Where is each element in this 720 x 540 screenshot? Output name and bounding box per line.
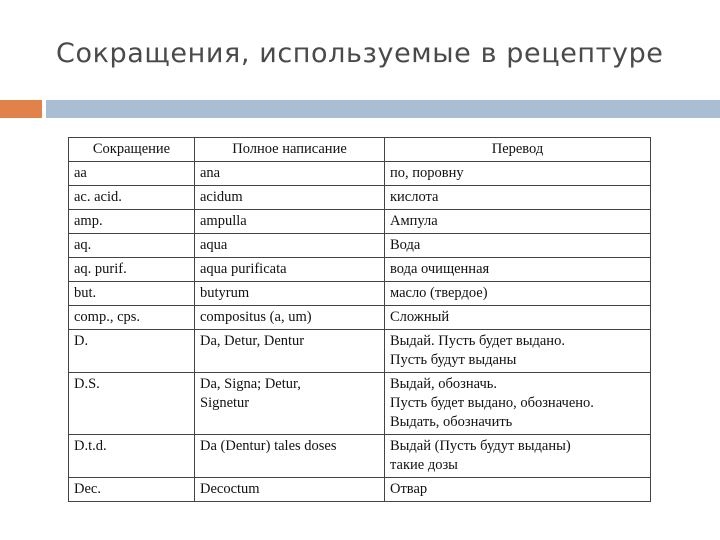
abbreviation-cell: amp. <box>69 210 195 234</box>
translation-cell <box>385 435 651 478</box>
translation-cell-line: такие дозы <box>390 457 458 473</box>
translation-cell-line: Отвар <box>390 481 428 497</box>
full-form-cell <box>195 306 385 330</box>
full-form-cell <box>195 258 385 282</box>
translation-cell-line: по, поровну <box>390 165 464 181</box>
full-form-cell-line: ana <box>200 165 221 181</box>
full-form-cell-line: aqua purificata <box>200 261 287 277</box>
translation-cell-line: Сложный <box>390 309 450 325</box>
full-form-cell <box>195 186 385 210</box>
accent-bar-orange <box>0 100 42 118</box>
accent-bar-blue <box>46 100 720 118</box>
table-row <box>69 306 651 330</box>
full-form-cell-line: Da (Dentur) tales doses <box>200 438 337 454</box>
full-form-cell-line: ampulla <box>200 213 247 229</box>
abbreviation-cell: D. <box>69 330 195 373</box>
table-row <box>69 162 651 186</box>
header-abbreviation: Сокращение <box>69 138 195 162</box>
full-form-cell-line: Decoctum <box>200 481 260 497</box>
header-translation: Перевод <box>385 138 651 162</box>
translation-cell-line: кислота <box>390 189 439 205</box>
translation-cell-line: Выдай. Пусть будет выдано. <box>390 333 565 349</box>
full-form-cell <box>195 282 385 306</box>
translation-cell-line: масло (твердое) <box>390 285 488 301</box>
full-form-cell <box>195 478 385 502</box>
full-form-cell <box>195 234 385 258</box>
translation-cell-line: вода очищенная <box>390 261 490 277</box>
abbreviation-cell: comp., cps. <box>69 306 195 330</box>
translation-cell <box>385 306 651 330</box>
abbreviation-cell: aq. purif. <box>69 258 195 282</box>
translation-cell-line: Пусть будет выдано, обозначено. <box>390 395 594 411</box>
translation-cell <box>385 186 651 210</box>
table-row <box>69 234 651 258</box>
abbreviation-cell: D.S. <box>69 373 195 435</box>
table-row <box>69 435 651 478</box>
translation-cell <box>385 210 651 234</box>
table-row <box>69 330 651 373</box>
header-full-form: Полное написание <box>195 138 385 162</box>
full-form-cell <box>195 435 385 478</box>
full-form-cell <box>195 330 385 373</box>
abbreviation-cell: Dec. <box>69 478 195 502</box>
translation-cell <box>385 282 651 306</box>
translation-cell-line: Выдай (Пусть будут выданы) <box>390 438 571 454</box>
full-form-cell-line: Da, Signa; Detur, <box>200 376 301 392</box>
table-row <box>69 258 651 282</box>
table-body <box>69 162 651 502</box>
table-row <box>69 282 651 306</box>
translation-cell-line: Ампула <box>390 213 438 229</box>
full-form-cell-line: compositus (a, um) <box>200 309 312 325</box>
translation-cell-line: Выдай, обозначь. <box>390 376 497 392</box>
full-form-cell-line: butyrum <box>200 285 250 301</box>
full-form-cell <box>195 162 385 186</box>
table-row <box>69 478 651 502</box>
table-header-row <box>69 138 651 162</box>
translation-cell <box>385 162 651 186</box>
table-row <box>69 373 651 435</box>
translation-cell-line: Выдать, обозначить <box>390 414 513 430</box>
translation-cell <box>385 373 651 435</box>
abbreviation-cell: aq. <box>69 234 195 258</box>
abbreviation-cell: D.t.d. <box>69 435 195 478</box>
translation-cell-line: Вода <box>390 237 421 253</box>
slide-title: Сокращения, используемые в рецептуре <box>56 38 664 69</box>
full-form-cell-line: acidum <box>200 189 243 205</box>
abbreviation-cell: aa <box>69 162 195 186</box>
abbreviations-table-container <box>68 137 650 502</box>
translation-cell <box>385 478 651 502</box>
abbreviation-cell: ac. acid. <box>69 186 195 210</box>
translation-cell <box>385 234 651 258</box>
full-form-cell-line: aqua <box>200 237 228 253</box>
translation-cell <box>385 258 651 282</box>
translation-cell <box>385 330 651 373</box>
translation-cell-line: Пусть будут выданы <box>390 352 517 368</box>
full-form-cell <box>195 210 385 234</box>
full-form-cell <box>195 373 385 435</box>
full-form-cell-line: Signetur <box>200 395 250 411</box>
table-row <box>69 210 651 234</box>
abbreviations-table <box>68 137 651 502</box>
table-row <box>69 186 651 210</box>
full-form-cell-line: Da, Detur, Dentur <box>200 333 305 349</box>
abbreviation-cell: but. <box>69 282 195 306</box>
